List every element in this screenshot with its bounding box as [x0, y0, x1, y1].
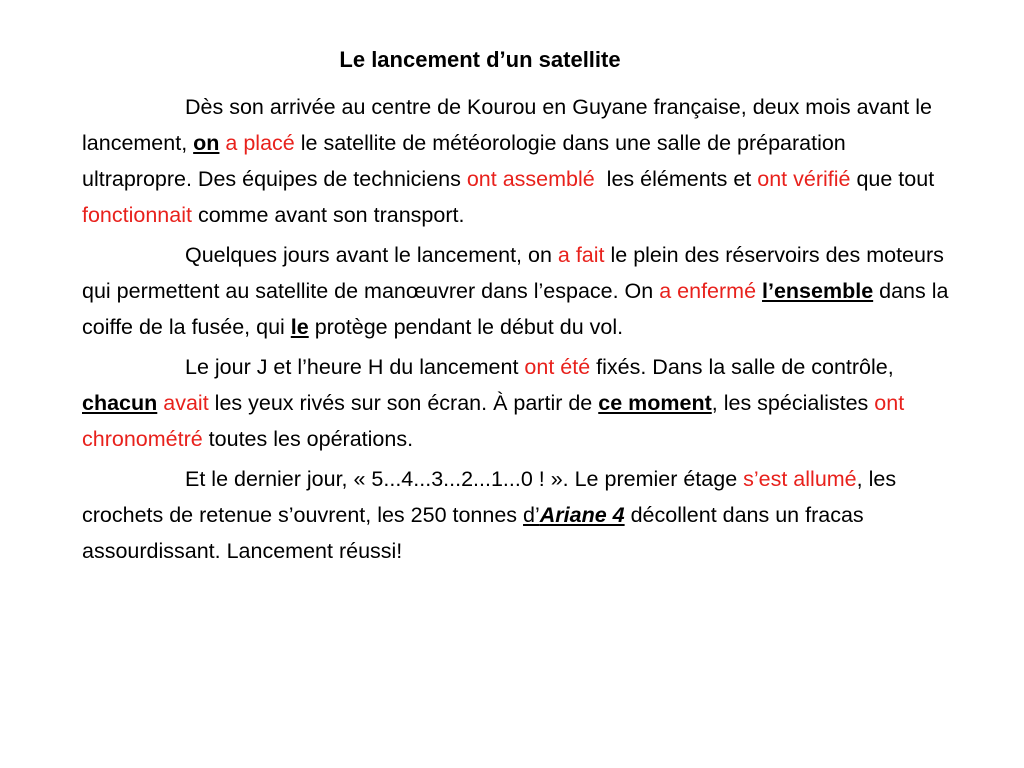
verb-a-enferme: a enfermé	[659, 279, 757, 303]
text-segment: comme avant son transport.	[191, 203, 465, 227]
text-segment: décollent dans un fracas assourdissant. Lancement réussi!	[82, 503, 864, 563]
text-segment: , les spécialistes	[711, 391, 875, 415]
pronoun-on: on	[193, 131, 220, 155]
text-segment: les éléments et	[594, 167, 758, 191]
rocket-name: Ariane 4	[539, 503, 625, 527]
phrase-ce-moment: ce moment	[598, 391, 712, 415]
text-segment: dans la coiffe de la fusée, qui	[82, 279, 949, 339]
pronoun-chacun: chacun	[82, 391, 158, 415]
text-segment: Le jour J et l’heure H du lancement	[185, 355, 525, 379]
text-segment: le satellite de météorologie dans une salle de préparation ultrapropre. Des équipes de techniciens	[82, 131, 846, 191]
verb-a-place: a placé	[225, 131, 295, 155]
verb-avait: avait	[163, 391, 209, 415]
text-segment: fixés. Dans la salle de contrôle,	[590, 355, 894, 379]
text-segment: , les crochets de retenue s’ouvrent, les 250 tonnes	[82, 467, 897, 527]
text-segment: Et le dernier jour, « 5...4...3...2...1...0 ! ». Le premier étage	[185, 467, 744, 491]
text-segment: Quelques jours avant le lancement, on	[185, 243, 558, 267]
pronoun-le: le	[290, 315, 309, 339]
text-segment: que tout	[850, 167, 935, 191]
verb-fonctionnait: fonctionnait	[82, 203, 192, 227]
paragraph-4	[82, 461, 952, 569]
paragraph-1	[82, 89, 952, 233]
text-body	[82, 89, 952, 573]
verb-ont-chronometre: ont chronométré	[82, 391, 905, 451]
verb-s-est-allume: s’est allumé	[743, 467, 857, 491]
article-d: d’	[523, 503, 540, 527]
slide-title: Le lancement d’un satellite	[339, 47, 621, 72]
text-segment: le plein des réservoirs des moteurs qui permettent au satellite de manœuvrer dans l’espace. On	[82, 243, 944, 303]
pronoun-l-ensemble: l’ensemble	[762, 279, 874, 303]
text-segment: Dès son arrivée au centre de Kourou en Guyane française, deux mois avant le lancement,	[82, 95, 932, 155]
text-segment: les yeux rivés sur son écran. À partir de	[208, 391, 599, 415]
paragraph-3	[82, 349, 952, 457]
ariane-name	[523, 503, 625, 527]
text-segment: toutes les opérations.	[202, 427, 414, 451]
text-segment: protège pendant le début du vol.	[308, 315, 624, 339]
verb-ont-ete: ont été	[524, 355, 591, 379]
paragraph-2	[82, 237, 952, 345]
verb-ont-assemble: ont assemblé	[466, 167, 595, 191]
verb-a-fait: a fait	[557, 243, 605, 267]
verb-ont-verifie: ont vérifié	[757, 167, 851, 191]
